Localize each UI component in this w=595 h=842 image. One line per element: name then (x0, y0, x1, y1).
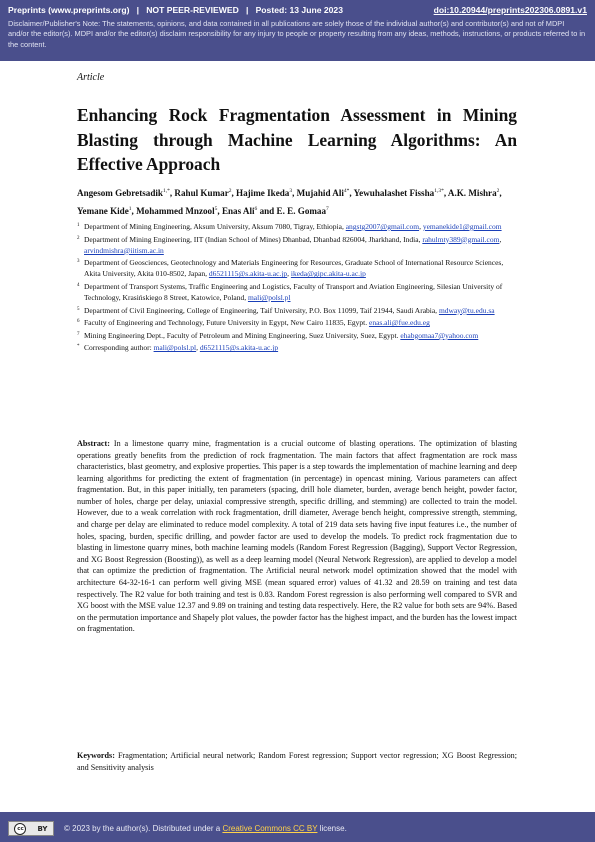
author-affiliation-mark: 4* (343, 188, 350, 194)
author-name: Rahul Kumar (174, 188, 229, 199)
cc-by-badge-icon[interactable] (8, 821, 54, 836)
author-affiliation-mark: 5 (214, 205, 218, 212)
header-separator: | (136, 5, 140, 15)
affiliation-text: Faculty of Engineering and Technology, Future University in Egypt, New Cairo 11835, Egypt. (84, 318, 368, 328)
affiliation-item: 2 Department of Mining Engineering, IIT (Indian School of Mines) Dhanbad, Dhanbad 826004, Jharkhand, India, rahulmty389@gmail.com, arvindmishra@iitism.ac.in (77, 234, 502, 255)
affiliation-text: Department of Civil Engineering, College of Engineering, Taif University, P.O. Box 11099, Taif 21944, Saudi Arabia, (84, 305, 438, 315)
email-link[interactable]: rahulmty389@gmail.com (422, 234, 500, 244)
author-affiliation-mark: 2 (496, 188, 500, 194)
header-left (8, 5, 343, 15)
affiliation-item (77, 317, 517, 328)
copyright-text: © 2023 by the author(s). Distributed under a (64, 824, 223, 833)
author-name: Enas Ali (221, 205, 255, 216)
author-affiliation-mark: 6 (254, 205, 258, 212)
affiliation-item: 1 Department of Mining Engineering, Aksum University, Aksum 7080, Tigray, Ethiopia, angstg2007@gmail.com, yemanekide1@gmail.com (77, 222, 502, 231)
keywords (77, 750, 517, 773)
preprints-link[interactable]: Preprints (www.preprints.org) (8, 5, 130, 15)
affiliation-text: Department of Geosciences, Geotechnology and Materials Engineering for Resources, Graduate School of International Resource Sciences, Akita University, Akita 010-8502, Japan, (84, 258, 504, 279)
doi-link[interactable]: doi:10.20944/preprints202306.0891.v1 (433, 5, 587, 15)
affiliation-item (77, 281, 517, 303)
author-name: Yewuhalashet Fissha (353, 188, 435, 199)
author-name: A.K. Mishra (447, 188, 497, 199)
license-suffix: license. (317, 824, 347, 833)
affiliation-number: 3 (77, 259, 80, 265)
affiliation-text: Corresponding author: (84, 343, 152, 353)
email-link[interactable]: yemanekide1@gmail.com (422, 222, 502, 231)
email-link[interactable]: ehabgomaa7@yahoo.com (400, 330, 479, 340)
preprint-header (0, 0, 595, 61)
email-link[interactable]: ikeda@gipc.akita-u.ac.jp (290, 269, 366, 279)
affiliation-item (77, 305, 517, 316)
abstract (77, 438, 517, 635)
posted-date: Posted: 13 June 2023 (255, 5, 343, 15)
affiliation-number: 2 (77, 235, 80, 241)
email-link[interactable]: angstg2007@gmail.com (345, 222, 420, 231)
cc-icon: cc (14, 823, 26, 835)
abstract-text: In a limestone quarry mine, fragmentation is a crucial outcome of blasting operations. The optimization of blasting operations greatly benefits from the prediction of rock fragmentation. The main factors that affect fragmentation are rock mass characteristics, blast geometry, and explosive properties. This paper is a step towards the implementation of machine learning and deep learning algorithms for predicting the extent of fragmentation (in percentage) in opencast mining. Various parameters can affect fragmentation. But, in this paper initially, ten parameters (spacing, drill hole diameter, burden, average bench height, powder factor, number of holes, charge per delay, uniaxial compressive strength, specific drilling, and stemming) are collected to train the model. However, due to a weak correlation with rock fragmentation, drill diameter, Average bench height, compressive strength, stemming, and charge per delay are eliminated to reduce model complexity. A total of 219 data sets having five input features i.e., the number of holes, spacing, burden, specific drilling, and powder factor are used to develop the models. To predict rock fragmentation due to blasting in limestone quarry mines, both machine learning models (Random Forest Regression (Bagging), Support Vector Regression, and XG Boost Regression (Boosting)), as well as a deep learning model (Neural Network Regression), are applied to develop a model that can optimize the prediction of fragmentation. The Artificial neural network model optimization showed that the model with architecture 64-32-16-1 can perform well giving MSE (mean squared error) values of 41.32 and 28.59 on training and test data respectively. The R2 value for both training and test is 0.83. Random Forest regression is also performing well compared to SVR and XG boost with the MSE value 12.37 and 9.89 on training and testing data respectively. Here, the R2 value for both sets are 94%. Based on the permutation importance and Shapely plot values, the powder factor has the highest impact, and the burden has the lowest impact on fragmentation. (77, 439, 517, 634)
affiliation-item: 3 Department of Geosciences, Geotechnology and Materials Engineering for Resources, Graduate School of International Resource Sciences, Akita University, Akita 010-8502, Japan, d6521115@s.akita-u.ac.jp, ikeda@gipc.akita-u.ac.jp (77, 258, 504, 279)
paper-title: Enhancing Rock Fragmentation Assessment in Mining Blasting through Machine Learning Algorithms: An Effective Approach (77, 105, 517, 174)
affiliation-number: 1 (77, 223, 80, 228)
author-name: Mohammed Mnzool (136, 205, 215, 216)
email-link[interactable]: enas.ali@fue.edu.eg (368, 318, 430, 328)
author-affiliation-mark: 1,3* (434, 188, 444, 194)
affiliation-number: 4 (77, 282, 80, 288)
keywords-label: Keywords: (77, 751, 115, 760)
email-link[interactable]: mdway@tu.edu.sa (438, 305, 495, 315)
affiliation-number: 5 (77, 306, 80, 312)
affiliation-item: * Corresponding author: mali@polsl.pl, d6521115@s.akita-u.ac.jp (77, 343, 279, 353)
header-info-line (8, 5, 587, 19)
license-footer (0, 813, 595, 842)
email-link[interactable]: mali@polsl.pl (247, 293, 291, 303)
publisher-disclaimer: Disclaimer/Publisher's Note: The statements, opinions, and data contained in all publications are solely those of the individual author(s) and contributor(s) and not of MDPI and/or the editor(s). MDPI and/or the editor(s) disclaim responsibility for any injury to people or property resulting from any ideas, methods, instructions, or products referred to in the content. (8, 19, 586, 49)
email-link[interactable]: arvindmishra@iitism.ac.in (84, 245, 164, 255)
affiliation-text: Department of Mining Engineering, IIT (Indian School of Mines) Dhanbad, Dhanbad 826004, Jharkhand, India, (84, 234, 421, 244)
author-name: Yemane Kide (77, 205, 129, 216)
author-name: Angesom Gebretsadik (77, 188, 163, 199)
author-name: Mujahid Ali (296, 188, 344, 199)
affiliation-text: Department of Transport Systems, Traffic Engineering and Logistics, Faculty of Transport and Aviation Engineering, Silesian University of Technology, Krasińskiego 8 Street, Katowice, Poland, (84, 281, 503, 303)
abstract-label: Abstract: (77, 439, 110, 448)
affiliation-number: 7 (77, 331, 80, 337)
author-affiliation-mark: 1,* (162, 188, 170, 194)
affiliation-text: Department of Mining Engineering, Aksum University, Aksum 7080, Tigray, Ethiopia, (84, 222, 344, 231)
review-status: NOT PEER-REVIEWED (146, 5, 239, 15)
copyright-notice (64, 824, 347, 833)
author-affiliation-mark: 3 (289, 188, 293, 194)
email-link[interactable]: d6521115@s.akita-u.ac.jp (208, 269, 288, 279)
cc-license-link[interactable]: Creative Commons CC BY (222, 824, 318, 833)
keywords-text: Fragmentation; Artificial neural network; Random Forest regression; Support vector regression; XG Boost Regression; and Sensitivity analysis (77, 751, 517, 772)
affiliation-item (77, 330, 517, 341)
affiliation-text: Mining Engineering Dept., Faculty of Petroleum and Mining Engineering, Suez University, Suez, Egypt. (84, 330, 399, 340)
author-name: E. E. Gomaa (276, 205, 327, 216)
header-separator: | (246, 5, 249, 15)
author-list: Angesom Gebretsadik$^{1,*}$, Rahul Kumar$^2$, Hajime Ikeda$^3$, Mujahid Ali$^{4*}$, Yewuhalashet Fissha$^{1,3*}$, A.K. Mishra$^2$, Yemane Kide$^1$, Mohammed Mnzool$^5$, Enas Ali$^6$ and E. E. Gomaa$^7$ (77, 188, 502, 216)
affiliations (77, 221, 517, 355)
author-affiliation-mark: 1 (128, 205, 132, 212)
affiliation-number: * (77, 344, 80, 350)
author-affiliation-mark: 2 (228, 188, 232, 194)
author-name: Hajime Ikeda (236, 188, 290, 199)
email-link[interactable]: d6521115@s.akita-u.ac.jp (199, 343, 279, 353)
article-type: Article (77, 72, 105, 83)
author-affiliation-mark: 7 (326, 205, 329, 212)
email-link[interactable]: mali@polsl.pl (153, 343, 197, 353)
by-icon-label: BY (37, 824, 48, 833)
affiliation-number: 6 (77, 319, 80, 325)
